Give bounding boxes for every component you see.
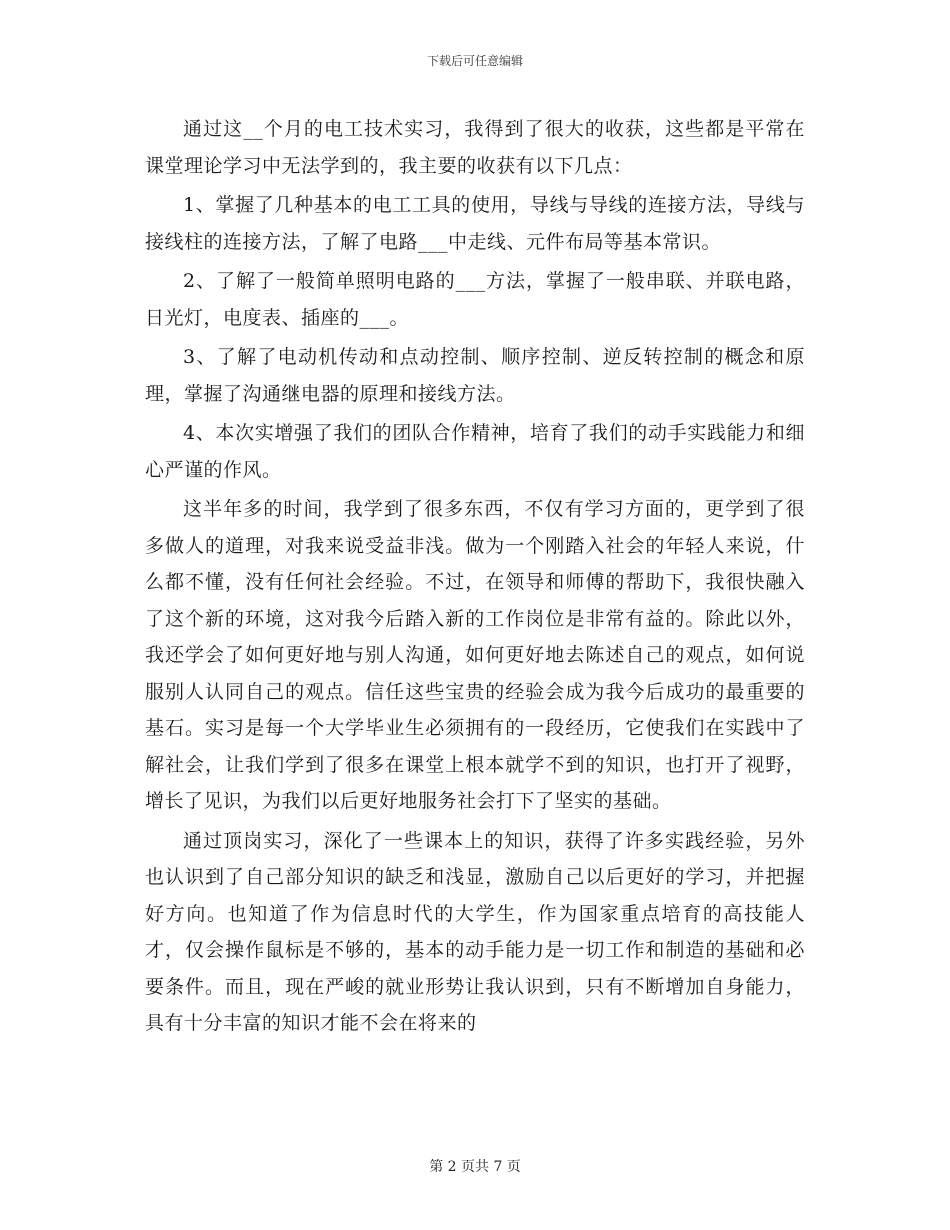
paragraph-item-4: 4、本次实增强了我们的团队合作精神，培育了我们的动手实践能力和细心严谨的作风。 (145, 422, 805, 481)
document-body (145, 111, 805, 1045)
paragraph-item-2: 2、了解了一般简单照明电路的___方法，掌握了一般串联、并联电路，日光灯，电度表、插座的___。 (145, 270, 805, 329)
paragraph-conclusion: 通过顶岗实习，深化了一些课本上的知识，获得了许多实践经验，另外也认识到了自己部分知识的缺乏和浅显，激励自己以后更好的学习，并把握好方向。也知道了作为信息时代的大学生，作为国家重点培育的高技能人才，仅会操作鼠标是不够的，基本的动手能力是一切工作和制造的基础和必要条件。而且，现在严峻的就业形势让我认识到，只有不断增加自身能力，具有十分丰富的知识才能不会在将来的 (145, 829, 805, 1034)
paragraph-item-3: 3、了解了电动机传动和点动控制、顺序控制、逆反转控制的概念和原理，掌握了沟通继电器的原理和接线方法。 (145, 346, 805, 405)
page-footer: 第 2 页共 7 页 (429, 1159, 521, 1175)
paragraph-item-1: 1、掌握了几种基本的电工工具的使用，导线与导线的连接方法，导线与接线柱的连接方法，了解了电路___中走线、元件布局等基本常识。 (145, 194, 805, 253)
paragraph-reflection: 这半年多的时间，我学到了很多东西，不仅有学习方面的，更学到了很多做人的道理，对我来说受益非浅。做为一个刚踏入社会的年轻人来说，什么都不懂，没有任何社会经验。不过，在领导和师傅的帮助下，我很快融入了这个新的环境，这对我今后踏入新的工作岗位是非常有益的。除此以外，我还学会了如何更好地与别人沟通，如何更好地去陈述自己的观点，如何说服别人认同自己的观点。信任这些宝贵的经验会成为我今后成功的最重要的基石。实习是每一个大学毕业生必须拥有的一段经历，它使我们在实践中了解社会，让我们学到了很多在课堂上根本就学不到的知识，也打开了视野，增长了见识，为我们以后更好地服务社会打下了坚实的基础。 (145, 498, 805, 812)
paragraph-intro: 通过这__个月的电工技术实习，我得到了很大的收获，这些都是平常在课堂理论学习中无法学到的，我主要的收获有以下几点： (145, 118, 805, 177)
page-header: 下载后可任意编辑 (426, 54, 523, 68)
